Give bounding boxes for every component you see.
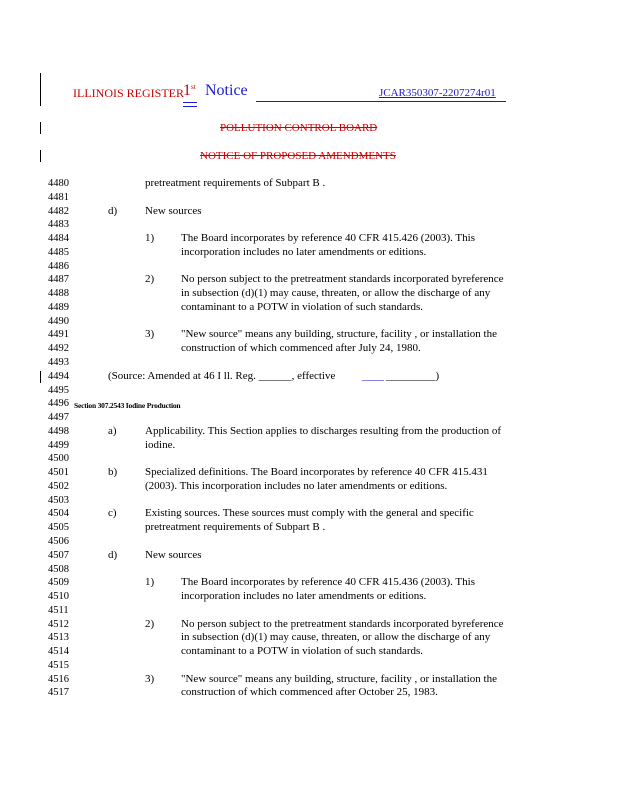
line-number: 4508: [48, 563, 69, 575]
line-number: 4514: [48, 646, 69, 658]
page-number-underline: [183, 102, 197, 103]
line-number: 4488: [48, 288, 69, 300]
line-number: 4517: [48, 687, 69, 699]
body-text: (2003). This incorporation includes no later amendments or editions.: [145, 479, 448, 492]
notice-underline: [256, 101, 506, 102]
line-number: 4502: [48, 480, 69, 492]
body-text: incorporation includes no later amendments or editions.: [181, 590, 427, 603]
line-number: 4495: [48, 384, 69, 396]
page-number: [183, 82, 196, 100]
line-number: 4490: [48, 315, 69, 327]
section-heading: Section 307.2543 Iodine Production: [74, 401, 181, 411]
list-marker: b): [108, 466, 118, 479]
line-number: 4480: [48, 178, 69, 189]
line-number: 4494: [48, 370, 69, 382]
body-text: New sources: [145, 204, 202, 217]
body-text: incorporation includes no later amendments or editions.: [181, 245, 427, 258]
body-text: construction of which commenced after October 25, 1983.: [181, 686, 438, 699]
line-number: 4482: [48, 205, 69, 217]
line-number: 4499: [48, 439, 69, 451]
line-number: 4489: [48, 301, 69, 313]
change-bar: [40, 122, 41, 134]
page-number-value: 1: [183, 82, 191, 99]
line-number: 4516: [48, 673, 69, 685]
body-text: in subsection (d)(1) may cause, threaten, or allow the discharge of any: [181, 287, 491, 300]
line-number: 4503: [48, 494, 69, 506]
list-marker: 1): [145, 576, 155, 589]
line-number: 4492: [48, 343, 69, 355]
body-text: No person subject to the pretreatment standards incorporated byreference: [181, 273, 504, 286]
line-number: 4498: [48, 425, 69, 437]
list-marker: d): [108, 204, 118, 217]
line-number: 4511: [48, 604, 69, 616]
body-text: pretreatment requirements of Subpart B .: [145, 177, 326, 189]
line-number: 4486: [48, 260, 69, 272]
body-text: No person subject to the pretreatment standards incorporated byreference: [181, 617, 504, 630]
body-text: Applicability. This Section applies to discharges resulting from the production of: [145, 424, 502, 437]
list-marker: 3): [145, 672, 155, 685]
board-name: POLLUTION CONTROL BOARD: [220, 122, 378, 134]
line-number: 4500: [48, 453, 69, 465]
body-text: Existing sources. These sources must comply with the general and specific: [145, 507, 474, 520]
body-text: pretreatment requirements of Subpart B .: [145, 521, 326, 534]
body-text: contaminant to a POTW in violation of such standards.: [181, 300, 424, 313]
line-number: 4485: [48, 246, 69, 258]
body-text: contaminant to a POTW in violation of such standards.: [181, 645, 424, 658]
notice-title: NOTICE OF PROPOSED AMENDMENTS: [200, 150, 396, 162]
change-bar: [40, 371, 41, 383]
body-text: iodine.: [145, 438, 176, 451]
change-bar: [40, 73, 41, 106]
list-marker: a): [108, 424, 117, 437]
line-number: 4507: [48, 549, 69, 561]
page-number-superscript: st: [191, 83, 196, 91]
line-number: 4504: [48, 508, 69, 520]
line-number: 4505: [48, 522, 69, 534]
body-text: "New source" means any building, structure, facility , or installation the: [181, 672, 497, 685]
line-number: 4510: [48, 591, 69, 603]
body-text: New sources: [145, 548, 202, 561]
line-number: 4509: [48, 577, 69, 589]
line-number: 4512: [48, 618, 69, 630]
line-number: 4484: [48, 233, 69, 245]
body-text: Specialized definitions. The Board incorporates by reference 40 CFR 415.431: [145, 466, 488, 479]
line-number: 4501: [48, 467, 69, 479]
line-number: 4506: [48, 536, 69, 548]
jcar-code: JCAR350307-2207274r01: [379, 87, 496, 99]
effective-date-tail: _________): [386, 369, 440, 382]
notice-label: Notice: [205, 82, 248, 99]
line-number: 4493: [48, 357, 69, 368]
body-text: "New source" means any building, structure, facility , or installation the: [181, 328, 497, 341]
list-marker: 3): [145, 328, 155, 341]
body-text: construction of which commenced after July 24, 1980.: [181, 342, 421, 355]
list-marker: d): [108, 548, 118, 561]
change-bar: [40, 150, 41, 162]
body-text: The Board incorporates by reference 40 CFR 415.426 (2003). This: [181, 232, 475, 245]
line-number: 4491: [48, 329, 69, 341]
register-title: ILLINOIS REGISTER: [73, 86, 184, 100]
body-text: in subsection (d)(1) may cause, threaten, or allow the discharge of any: [181, 631, 491, 644]
line-number: 4487: [48, 274, 69, 286]
list-marker: c): [108, 507, 117, 520]
line-number: 4513: [48, 632, 69, 644]
body-text: The Board incorporates by reference 40 CFR 415.436 (2003). This: [181, 576, 475, 589]
line-number: 4483: [48, 219, 69, 231]
effective-date-blank: ____: [362, 369, 384, 382]
list-marker: 2): [145, 617, 155, 630]
line-number: 4496: [48, 398, 69, 410]
list-marker: 1): [145, 232, 155, 245]
page-number-underline: [183, 106, 197, 107]
line-number: 4497: [48, 412, 69, 424]
line-number: 4481: [48, 191, 69, 203]
source-note: (Source: Amended at 46 I ll. Reg. ______, effective: [108, 369, 336, 382]
list-marker: 2): [145, 273, 155, 286]
line-number: 4515: [48, 659, 69, 671]
